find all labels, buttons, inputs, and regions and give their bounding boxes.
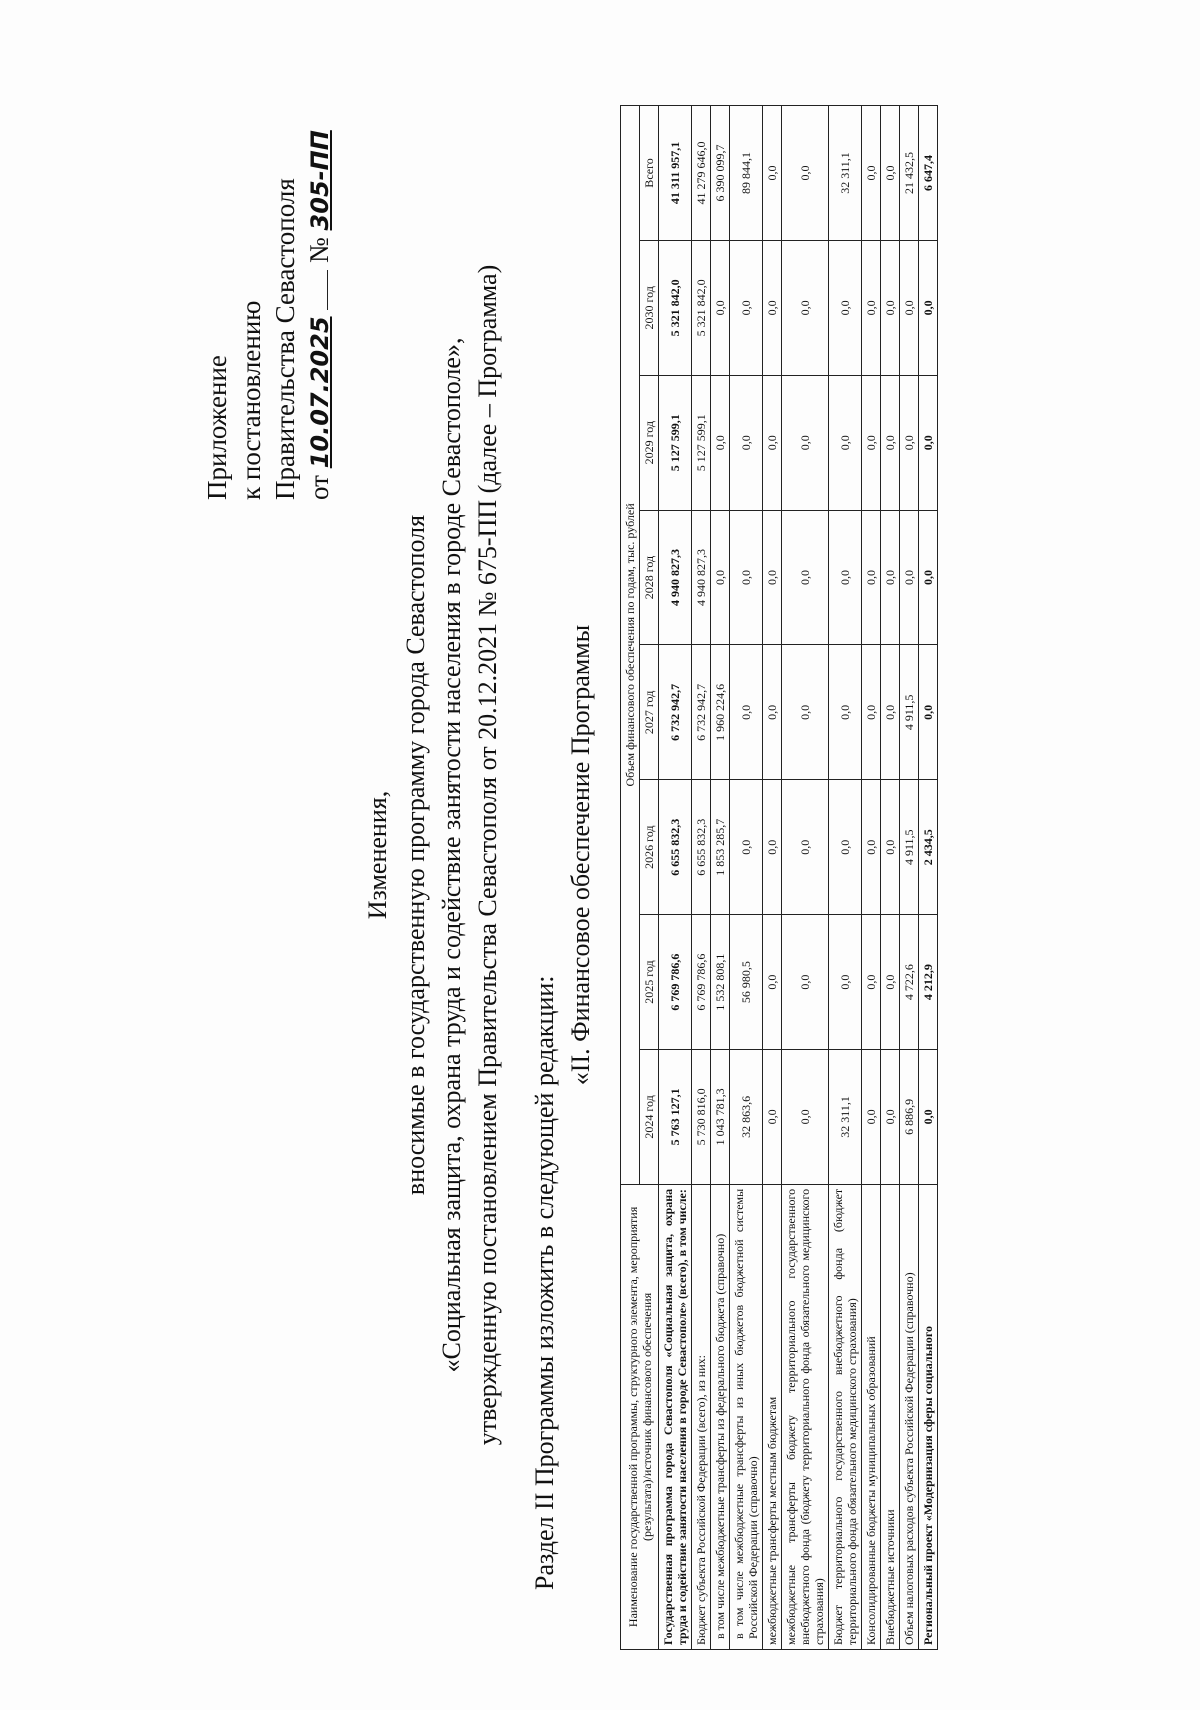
table-row — [862, 106, 881, 1650]
row-value: 4 722,6 — [900, 915, 919, 1050]
row-value: 5 730 816,0 — [692, 1049, 711, 1184]
row-total: 0,0 — [881, 106, 900, 241]
title-line2: вносимые в государственную программу города Севастополя — [401, 514, 430, 1196]
row-value: 0,0 — [900, 510, 919, 645]
row-value: 0,0 — [862, 915, 881, 1050]
appendix-block — [200, 130, 337, 500]
row-total: 6 647,4 — [919, 106, 938, 241]
row-value: 0,0 — [711, 240, 730, 375]
row-total: 41 279 646,0 — [692, 106, 711, 241]
row-total: 89 844,1 — [730, 106, 763, 241]
row-value: 6 732 942,7 — [692, 645, 711, 780]
row-name: Внебюджетные источники — [881, 1184, 900, 1649]
row-value: 6 732 942,7 — [659, 645, 692, 780]
row-value: 0,0 — [782, 780, 829, 915]
row-value: 0,0 — [881, 510, 900, 645]
row-value: 0,0 — [711, 510, 730, 645]
header-group: Объем финансового обеспечения по годам, тыс. рублей — [621, 106, 640, 1185]
row-value: 5 127 599,1 — [659, 375, 692, 510]
row-value: 0,0 — [782, 375, 829, 510]
section-title: «II. Финансовое обеспечение Программы — [566, 624, 595, 1086]
instruction-text: Раздел II Программы изложить в следующей редакции: — [530, 975, 559, 1590]
row-name: Консолидированные бюджеты муниципальных образований — [862, 1184, 881, 1649]
row-value: 0,0 — [829, 915, 862, 1050]
row-value: 0,0 — [829, 240, 862, 375]
row-value: 0,0 — [862, 375, 881, 510]
row-value: 4 940 827,3 — [692, 510, 711, 645]
row-value: 0,0 — [881, 915, 900, 1050]
row-value: 5 321 842,0 — [692, 240, 711, 375]
appendix-line3: Правительства Севастополя — [270, 178, 300, 500]
row-value: 0,0 — [881, 1049, 900, 1184]
header-year: 2024 год — [640, 1049, 659, 1184]
row-value: 0,0 — [862, 645, 881, 780]
number-prefix: № — [304, 237, 334, 263]
appendix-line1: Приложение — [202, 355, 232, 500]
row-value: 0,0 — [829, 780, 862, 915]
row-value: 0,0 — [881, 240, 900, 375]
row-value: 0,0 — [730, 375, 763, 510]
row-value: 6 655 832,3 — [659, 780, 692, 915]
row-value: 4 911,5 — [900, 780, 919, 915]
appendix-date-line — [302, 130, 337, 500]
heading: Изменения, — [363, 790, 392, 920]
row-value: 0,0 — [862, 240, 881, 375]
table-row — [829, 106, 862, 1650]
handwritten-date: 10.07.2025 — [306, 316, 334, 469]
header-total: Всего — [640, 106, 659, 241]
finance-table — [620, 105, 938, 1650]
row-value: 0,0 — [782, 240, 829, 375]
title-line3: «Социальная защита, охрана труда и содействие занятости населения в городе Севастополе», — [437, 337, 466, 1373]
row-value: 0,0 — [862, 510, 881, 645]
row-value: 6 886,9 — [900, 1049, 919, 1184]
row-value: 0,0 — [763, 240, 782, 375]
row-value: 0,0 — [900, 375, 919, 510]
table-row — [711, 106, 730, 1650]
table-row — [919, 106, 938, 1650]
row-value: 0,0 — [862, 780, 881, 915]
header-year: 2030 год — [640, 240, 659, 375]
row-value: 32 311,1 — [829, 1049, 862, 1184]
row-total: 0,0 — [862, 106, 881, 241]
row-value: 4 911,5 — [900, 645, 919, 780]
row-value: 0,0 — [829, 645, 862, 780]
table-row — [659, 106, 692, 1650]
row-value: 0,0 — [829, 375, 862, 510]
handwritten-number: 305-ПП — [306, 130, 334, 231]
row-value: 0,0 — [730, 240, 763, 375]
row-name: в том числе межбюджетные трансферты из иных бюджетов бюджетной системы Российской Федерации (справочно) — [730, 1184, 763, 1649]
row-total: 32 311,1 — [829, 106, 862, 241]
row-value: 6 769 786,6 — [692, 915, 711, 1050]
row-value: 5 127 599,1 — [692, 375, 711, 510]
row-value: 5 763 127,1 — [659, 1049, 692, 1184]
row-value: 0,0 — [763, 510, 782, 645]
header-year: 2029 год — [640, 375, 659, 510]
row-value: 0,0 — [763, 375, 782, 510]
row-value: 0,0 — [919, 1049, 938, 1184]
header-name: Наименование государственной программы, структурного элемента, мероприятия (результата)/источник финансового обеспечения — [621, 1184, 659, 1649]
row-name: Региональный проект «Модернизация сферы социального — [919, 1184, 938, 1649]
header-year: 2027 год — [640, 645, 659, 780]
row-value: 6 769 786,6 — [659, 915, 692, 1050]
row-value: 0,0 — [862, 1049, 881, 1184]
header-year: 2025 год — [640, 915, 659, 1050]
title-line4: утвержденную постановлением Правительства Севастополя от 20.12.2021 № 675-ПП (далее – Программа) — [473, 264, 502, 1446]
row-value: 0,0 — [763, 780, 782, 915]
row-name: Государственная программа города Севастополя «Социальная защита, охрана труда и содействие занятости населения в городе Севастополе» (всего), в том числе: — [659, 1184, 692, 1649]
row-name: межбюджетные трансферты местным бюджетам — [763, 1184, 782, 1649]
row-value: 5 321 842,0 — [659, 240, 692, 375]
row-value: 0,0 — [829, 510, 862, 645]
row-name: межбюджетные трансферты бюджету территориального государственного внебюджетного фонда (бюджету территориального фонда обязательного медицинского страхования) — [782, 1184, 829, 1649]
table-row — [763, 106, 782, 1650]
row-value: 0,0 — [919, 510, 938, 645]
row-value: 0,0 — [881, 375, 900, 510]
row-value: 1 043 781,3 — [711, 1049, 730, 1184]
row-value: 0,0 — [782, 915, 829, 1050]
row-value: 32 863,6 — [730, 1049, 763, 1184]
row-value: 0,0 — [763, 915, 782, 1050]
row-total: 6 390 099,7 — [711, 106, 730, 241]
appendix-line2: к постановлению — [236, 300, 266, 500]
row-value: 0,0 — [919, 375, 938, 510]
row-name: в том числе межбюджетные трансферты из федерального бюджета (справочно) — [711, 1184, 730, 1649]
row-value: 4 940 827,3 — [659, 510, 692, 645]
row-value: 1 532 808,1 — [711, 915, 730, 1050]
row-total: 0,0 — [782, 106, 829, 241]
table-row — [692, 106, 711, 1650]
row-value: 0,0 — [900, 240, 919, 375]
row-value: 0,0 — [782, 645, 829, 780]
date-prefix: от — [304, 475, 334, 500]
row-value: 1 853 285,7 — [711, 780, 730, 915]
row-value: 0,0 — [919, 645, 938, 780]
row-value: 4 212,9 — [919, 915, 938, 1050]
row-value: 0,0 — [711, 375, 730, 510]
row-value: 0,0 — [919, 240, 938, 375]
row-name: Бюджет территориального государственного внебюджетного фонда (бюджет территориального фонда обязательного медицинского страхования) — [829, 1184, 862, 1649]
table-row — [782, 106, 829, 1650]
row-total: 21 432,5 — [900, 106, 919, 241]
table-row — [730, 106, 763, 1650]
row-value: 0,0 — [730, 645, 763, 780]
header-year: 2026 год — [640, 780, 659, 915]
row-name: Объем налоговых расходов субъекта Российской Федерации (справочно) — [900, 1184, 919, 1649]
row-value: 0,0 — [730, 780, 763, 915]
row-value: 0,0 — [782, 510, 829, 645]
row-value: 56 980,5 — [730, 915, 763, 1050]
row-value: 0,0 — [730, 510, 763, 645]
header-year: 2028 год — [640, 510, 659, 645]
table-row — [881, 106, 900, 1650]
row-value: 0,0 — [763, 1049, 782, 1184]
row-value: 2 434,5 — [919, 780, 938, 915]
row-name: Бюджет субъекта Российской Федерации (всего), из них: — [692, 1184, 711, 1649]
row-value: 0,0 — [763, 645, 782, 780]
row-value: 1 960 224,6 — [711, 645, 730, 780]
row-value: 0,0 — [881, 645, 900, 780]
row-total: 41 311 957,1 — [659, 106, 692, 241]
table-row — [900, 106, 919, 1650]
row-value: 6 655 832,3 — [692, 780, 711, 915]
row-total: 0,0 — [763, 106, 782, 241]
row-value: 0,0 — [881, 780, 900, 915]
row-value: 0,0 — [782, 1049, 829, 1184]
